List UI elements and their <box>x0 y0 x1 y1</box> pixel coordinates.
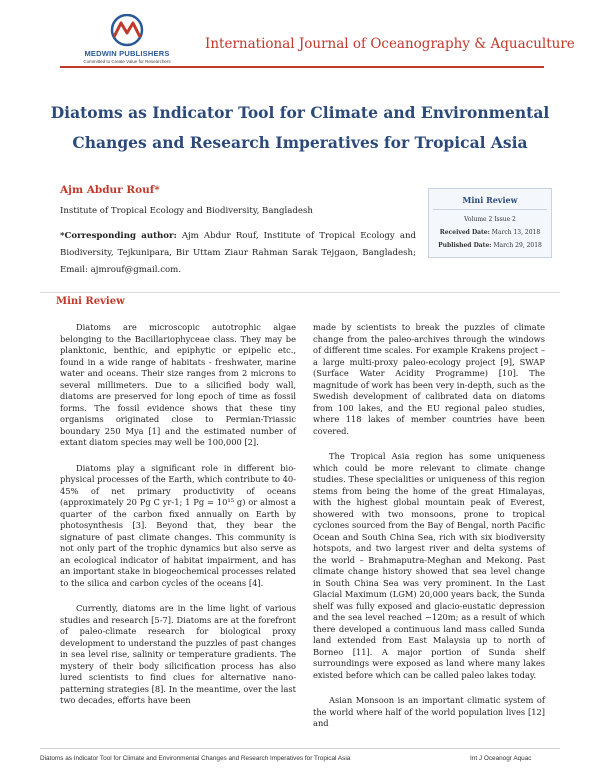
body-column-right <box>313 322 545 730</box>
corresponding-author <box>60 228 416 279</box>
corresponding-label: *Corresponding author: <box>60 231 177 241</box>
paragraph: The Tropical Asia region has some uniqueness which could be more relevant to climate change studies. These specialities or uniqueness of this region stems from being the home of the great Himalayas, with the highest global mountain peak of Everest, showered with two monsoons, prone to tropical cyclones sourced from the Bay of Bengal, north Pacific Ocean and South China Sea, rich with six biodiversity hotspots, and two largest river and delta systems of the world – Brahmaputra-Meghan and Mekong. Past climate change history showed that sea level change in South China Sea was very prominent. In the Last Glacial Maximum (LGM) 20,000 years back, the Sunda shelf was fully exposed and glacio-eustatic depression and the sea level reached ~120m; as a result of which there developed a continuous land mass called Sunda land extended from East Malaysia up to north of Borneo [11]. A major portion of Sunda shelf surroundings were exposed as land where many lakes existed before which can be called paleo lakes today. <box>313 451 545 680</box>
body-column-left <box>60 322 296 707</box>
journal-title[interactable]: International Journal of Oceanography & Aquaculture <box>205 36 575 52</box>
article-title: Diatoms as Indicator Tool for Climate and Environmental Changes and Research Imperatives for Tropical Asia <box>50 103 550 152</box>
author-name: Ajm Abdur Rouf* <box>60 184 160 196</box>
received-date <box>429 229 551 236</box>
volume-issue: Volume 2 Issue 2 <box>464 216 516 223</box>
publisher-tagline: Committed to Create Value for Researchers <box>83 59 171 64</box>
footer-running-title: Diatoms as Indicator Tool for Climate and Environmental Changes and Research Imperatives for Tropical Asia <box>40 755 351 762</box>
footer-journal-abbrev: Int J Oceanogr Aquac <box>470 755 532 762</box>
section-heading: Mini Review <box>56 296 125 307</box>
publisher-name: MEDWIN PUBLISHERS <box>84 49 170 58</box>
paragraph: Asian Monsoon is an important climatic system of the world where half of the world population lives [12] and <box>313 695 545 728</box>
section-divider <box>40 292 560 293</box>
header-divider <box>60 66 544 68</box>
received-label: Received Date: <box>439 229 490 236</box>
published-label: Published Date: <box>438 242 492 249</box>
info-box-divider <box>433 209 547 210</box>
corresponding-text[interactable]: Ajm Abdur Rouf, Institute of Tropical Ecology and Biodiversity, Tejkunipara, Bir Uttam Ziaur Rahman Sarak Tejgaon, Bangladesh; Email: ajmrouf@gmail.com. <box>60 231 416 275</box>
footer-divider <box>40 748 560 749</box>
paragraph: made by scientists to break the puzzles of climate change from the paleo-archives through the windows of different time scales. For example Krakens project – a large multi-proxy paleo-ecology project [9], SWAP (Surface Water Acidity Programme) [10]. The magnitude of work has been very in-depth, such as the Swedish development of calibrated data on diatoms from 100 lakes, and the EU regional paleo studies, where 118 lakes of member countries have been covered. <box>313 322 545 436</box>
publisher-logo <box>62 14 192 68</box>
article-info-box <box>428 188 552 258</box>
paragraph: Currently, diatoms are in the lime light of various studies and research [5-7]. Diatoms are at the forefront of paleo-climate research for biological proxy development to understand the puzzles of past changes in sea level rise, salinity or temperature gradients. The mystery of their body silicification process has also lured scientists to find clues for alternative nano-patterning strategies [8]. In the meantime, over the last two decades, efforts have been <box>60 603 296 705</box>
author-affiliation: Institute of Tropical Ecology and Biodiversity, Bangladesh <box>60 206 313 216</box>
paragraph: Diatoms play a significant role in different bio-physical processes of the Earth, which contribute to 40-45% of net primary productivity of oceans (approximately 20 Pg C yr-1; 1 Pg = 10¹⁵ g) or almost a quarter of the carbon fixed annually on Earth by photosynthesis [3]. Beyond that, they bear the signature of past climate changes. This community is not only part of the trophic dynamics but also serve as an ecological indicator of habitat impairment, and has an important stake in biogeochemical processes related to the silica and carbon cycles of the oceans [4]. <box>60 462 296 588</box>
published-value: March 29, 2018 <box>491 242 542 249</box>
medwin-logo-icon <box>100 14 154 48</box>
article-type: Mini Review <box>462 195 518 205</box>
published-date <box>429 242 551 249</box>
received-value: March 13, 2018 <box>489 229 541 236</box>
paragraph: Diatoms are microscopic autotrophic algae belonging to the Bacillariophyceae class. They may be planktonic, benthic, and epiphytic or epipelic etc., found in a wide range of habitats - freshwater, marine water and oceans. Their size ranges from 2 microns to several millimeters. Due to a silicified body wall, diatoms are preserved for long epoch of time as fossil forms. The fossil evidence shows that these tiny organisms originated close to Permian-Triassic boundary 250 Mya [1] and the estimated number of extant diatom species may well be 100,000 [2]. <box>60 322 296 447</box>
